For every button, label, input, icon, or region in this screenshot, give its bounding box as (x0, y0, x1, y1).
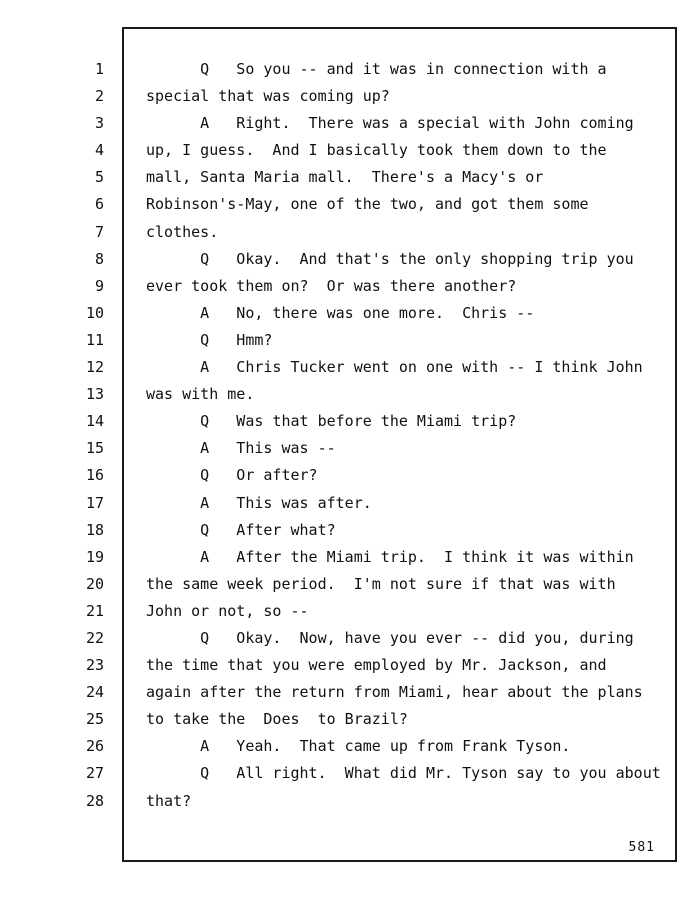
line-number: 7 (94, 222, 104, 241)
transcript-line: mall, Santa Maria mall. There's a Macy's or (146, 168, 544, 187)
line-number: 8 (94, 249, 104, 268)
line-number: 1 (94, 60, 104, 78)
page-number: 581 (628, 840, 655, 855)
line-number: 19 (85, 547, 104, 566)
transcript-line: that? (146, 791, 192, 810)
page-border-bottom (122, 860, 677, 862)
transcript-line: Q After what? (146, 520, 336, 539)
line-number: 14 (85, 412, 104, 431)
line-number: 17 (85, 493, 104, 512)
transcript-line: clothes. (146, 222, 219, 241)
transcript-line: to take the Does to Brazil? (146, 710, 408, 729)
transcript-line: John or not, so -- (146, 601, 309, 620)
transcript-line: Robinson's-May, one of the two, and got them some (146, 195, 589, 214)
transcript-line: again after the return from Miami, hear about the plans (146, 683, 643, 702)
transcript-line: Q Okay. Now, have you ever -- did you, during (146, 628, 634, 647)
line-number: 12 (85, 358, 104, 377)
line-number: 26 (85, 737, 104, 756)
line-number: 28 (85, 791, 104, 810)
transcript-line: the same week period. I'm not sure if that was with (146, 574, 616, 593)
line-number: 21 (85, 601, 104, 620)
line-number: 11 (85, 330, 104, 349)
line-number: 15 (85, 439, 104, 458)
line-number: 27 (85, 764, 104, 783)
transcript-line: up, I guess. And I basically took them down to the (146, 141, 607, 160)
transcript-line: A After the Miami trip. I think it was within (146, 547, 634, 566)
transcript-line: A Yeah. That came up from Frank Tyson. (146, 737, 571, 756)
transcript-line: A This was -- (146, 439, 336, 458)
page-border-left (122, 27, 124, 862)
line-number: 9 (94, 276, 104, 295)
line-number-column (70, 58, 110, 817)
line-number: 16 (85, 466, 104, 485)
line-number: 22 (85, 628, 104, 647)
transcript-line: the time that you were employed by Mr. Jackson, and (146, 656, 607, 675)
line-number: 5 (94, 168, 104, 187)
transcript-line: Q Was that before the Miami trip? (146, 412, 517, 431)
line-number: 13 (85, 385, 104, 404)
line-number: 10 (85, 303, 104, 322)
transcript-line: Q Hmm? (146, 330, 273, 349)
transcript-line: special that was coming up? (146, 87, 390, 106)
line-number: 23 (85, 656, 104, 675)
transcript-line: A This was after. (146, 493, 372, 512)
page-border-top (122, 27, 677, 29)
transcript-text (146, 58, 666, 817)
transcript-line: ever took them on? Or was there another? (146, 276, 517, 295)
line-number: 3 (94, 114, 104, 133)
page-border-right (675, 27, 677, 862)
transcript-line: Q So you -- and it was in connection with a (146, 60, 607, 78)
transcript-line: A Right. There was a special with John coming (146, 114, 634, 133)
transcript-line: Q Okay. And that's the only shopping trip you (146, 249, 634, 268)
transcript-line: was with me. (146, 385, 255, 404)
transcript-line: Q Or after? (146, 466, 318, 485)
line-number: 18 (85, 520, 104, 539)
line-number: 24 (85, 683, 104, 702)
transcript-line: A Chris Tucker went on one with -- I think John (146, 358, 643, 377)
line-number: 25 (85, 710, 104, 729)
transcript-line: A No, there was one more. Chris -- (146, 303, 535, 322)
transcript-line: Q All right. What did Mr. Tyson say to you about (146, 764, 661, 783)
line-number: 6 (94, 195, 104, 214)
line-number: 4 (94, 141, 104, 160)
line-number: 20 (85, 574, 104, 593)
line-number: 2 (94, 87, 104, 106)
